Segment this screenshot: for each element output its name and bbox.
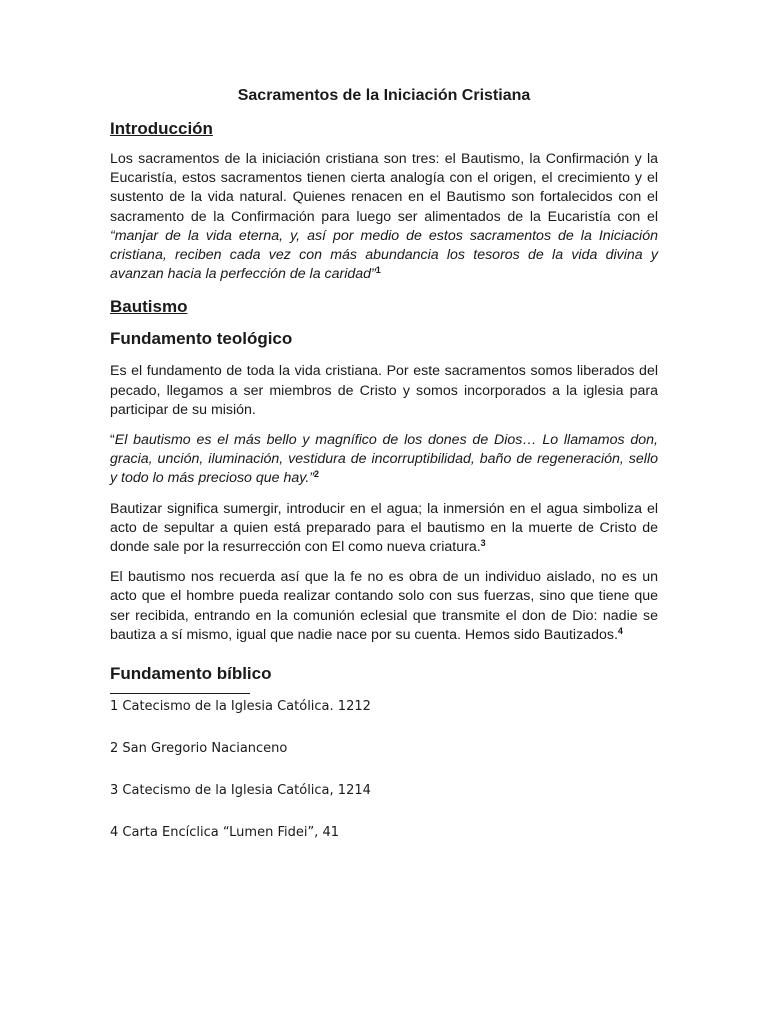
intro-paragraph <box>110 150 658 284</box>
fundamento-biblico-heading: Fundamento bíblico <box>110 664 272 684</box>
bautismo-paragraph-3 <box>110 500 658 558</box>
bautismo-quote-paragraph <box>110 431 658 489</box>
intro-text: Los sacramentos de la iniciación cristiana son tres: el Bautismo, la Confirmación y la Eucaristía, estos sacramentos tienen cierta analogía con el origen, el crecimiento y el sustento de la vida natural. Quienes renacen en el Bautismo son fortalecidos con el sacramento de la Confirmación para luego ser alimentados de la Eucaristía con el <box>110 151 658 225</box>
bautismo-paragraph-4 <box>110 568 658 645</box>
fundamento-teologico-heading: Fundamento teológico <box>110 329 293 349</box>
quote-open-mark: “ <box>110 432 115 449</box>
document-title: Sacramentos de la Iniciación Cristiana <box>237 87 531 104</box>
bautismo-paragraph-3-text: Bautizar significa sumergir, introducir en el agua; la inmersión en el agua simboliza el acto de sepultar a quien está preparado para el bautismo en la muerte de Cristo de donde sale por la resurrección con El como nueva criatura. <box>110 500 658 556</box>
footnote-ref-2: 2 <box>314 469 320 480</box>
bautismo-heading: Bautismo <box>110 297 188 317</box>
bautismo-quote: El bautismo es el más bello y magnífico de los dones de Dios… Lo llamamos don, gracia, unción, iluminación, vestidura de incorruptibilidad, baño de regeneración, sello y todo lo más precioso que hay.” <box>110 432 658 487</box>
footnote-3: 3 Catecismo de la Iglesia Católica, 1214 <box>110 783 371 799</box>
footnote-1: 1 Catecismo de la Iglesia Católica. 1212 <box>110 699 371 715</box>
document-body <box>110 86 658 867</box>
footnote-separator <box>110 693 250 694</box>
footnote-4: 4 Carta Encíclica “Lumen Fidei”, 41 <box>110 825 339 841</box>
footnote-ref-1: 1 <box>375 265 381 276</box>
footnote-2: 2 San Gregorio Nacianceno <box>110 741 288 757</box>
intro-quote: “manjar de la vida eterna, y, así por medio de estos sacramentos de la Iniciación cristiana, reciben cada vez con más abundancia los tesoros de la vida divina y avanzan hacia la perfección de la caridad” <box>110 227 658 283</box>
footnote-ref-3: 3 <box>480 538 486 549</box>
bautismo-paragraph-1: Es el fundamento de toda la vida cristiana. Por este sacramentos somos liberados del pecado, llegamos a ser miembros de Cristo y somos incorporados a la iglesia para participar de su misión. <box>110 363 658 418</box>
bautismo-paragraph-4-text: El bautismo nos recuerda así que la fe no es obra de un individuo aislado, no es un acto que el hombre pueda realizar contando solo con sus fuerzas, sino que tiene que ser recibida, entrando en la comunión eclesial que transmite el don de Dio: nadie se bautiza a sí mismo, igual que nadie nace por su cuenta. Hemos sido Bautizados. <box>110 569 658 643</box>
intro-heading: Introducción <box>110 119 213 138</box>
footnote-ref-4: 4 <box>617 625 623 636</box>
